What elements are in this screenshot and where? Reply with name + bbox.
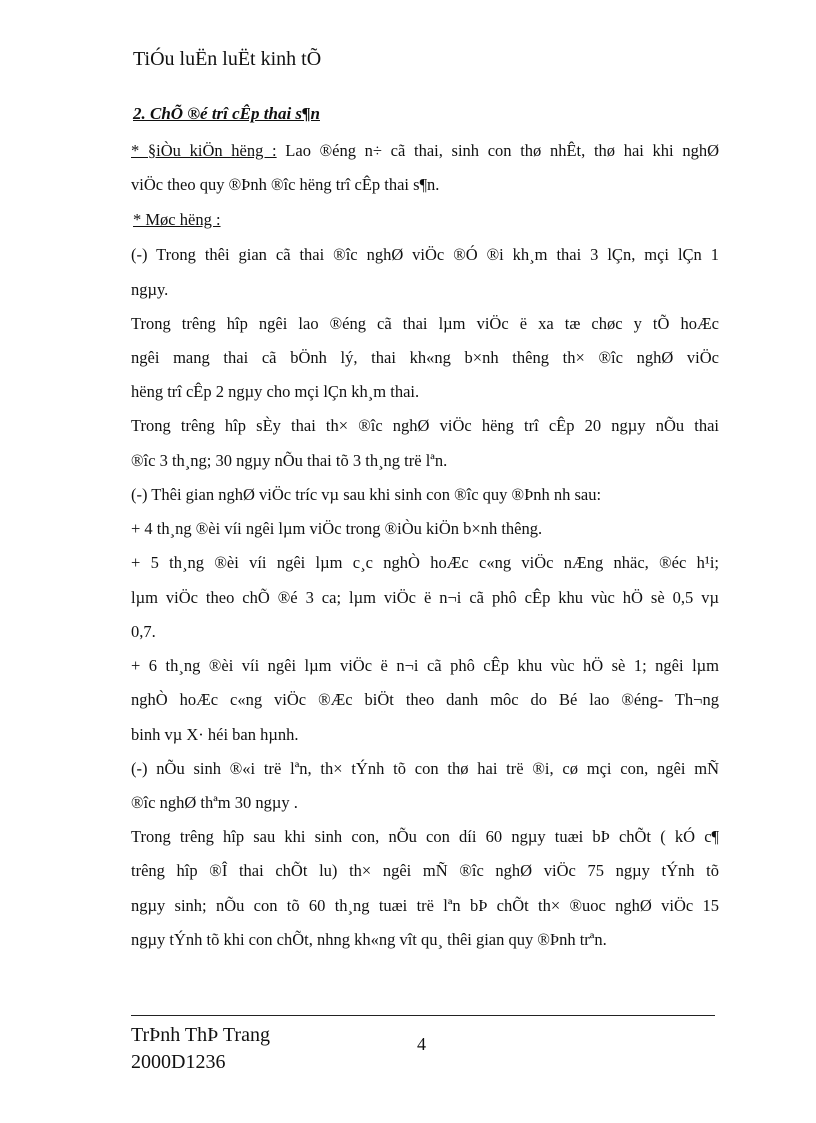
- text-line: Trong trêng hîp ngêi lao ®éng cã thai lµm viÖc ë xa tæ chøc y tÕ hoÆc: [131, 314, 719, 333]
- text-line: (-) Trong thêi gian cã thai ®îc nghØ viÖc ®Ó ®i kh¸m thai 3 lÇn, mçi lÇn 1: [131, 245, 719, 264]
- text-line: 0,7.: [131, 622, 156, 641]
- text-line: ®îc 3 th¸ng; 30 ngµy nÕu thai tõ 3 th¸ng trë lªn.: [131, 451, 448, 470]
- text-span: Lao ®éng n÷ cã thai, sinh con thø nhÊt, thø hai khi nghØ: [276, 141, 719, 160]
- benefit-label: * Møc hëng :: [133, 210, 221, 229]
- text-line: trêng hîp ®Î thai chÕt lu) th× ngêi mÑ ®îc nghØ viÖc 75 ngµy tÝnh tõ: [131, 861, 719, 880]
- text-line: ngµy.: [131, 280, 169, 299]
- footer-student-id: 2000D1236: [131, 1051, 226, 1073]
- text-line: (-) nÕu sinh ®«i trë lªn, th× tÝnh tõ con thø hai trë ®i, cø mçi con, ngêi mÑ: [131, 759, 719, 778]
- text-line: + 4 th¸ng ®èi víi ngêi lµm viÖc trong ®iÒu kiÖn b×nh thêng.: [131, 519, 543, 538]
- footer-author: TrÞnh ThÞ Trang: [131, 1024, 270, 1046]
- page-header: TiÓu luËn luËt kinh tÕ: [133, 48, 322, 70]
- text-line: + 6 th¸ng ®èi víi ngêi lµm viÖc ë n¬i cã phô cÊp khu vùc hÖ sè 1; ngêi lµm: [131, 656, 719, 675]
- footer-divider: [131, 1015, 715, 1016]
- page-number: 4: [417, 1034, 426, 1054]
- text-line: hëng trî cÊp 2 ngµy cho mçi lÇn kh¸m thai.: [131, 382, 420, 401]
- text-line: ngêi mang thai cã bÖnh lý, thai kh«ng b×nh thêng th× ®îc nghØ viÖc: [131, 348, 719, 367]
- text-line: ®îc nghØ thªm 30 ngµy .: [131, 793, 298, 812]
- condition-label: * §iÒu kiÖn hëng :: [131, 141, 277, 160]
- text-line: ngµy sinh; nÕu con tõ 60 th¸ng tuæi trë lªn bÞ chÕt th× ®uoc nghØ viÖc 15: [131, 896, 719, 915]
- text-line: lµm viÖc theo chÕ ®é 3 ca; lµm viÖc ë n¬i cã phô cÊp khu vùc hÖ sè 0,5 vµ: [131, 588, 719, 607]
- section-title: 2. ChÕ ®é trî cÊp thai s¶n: [133, 104, 320, 123]
- text-line: nghÒ hoÆc c«ng viÖc ®Æc biÖt theo danh môc do Bé lao ®éng- Th¬ng: [131, 690, 719, 709]
- text-line: [131, 141, 719, 161]
- text-line: Trong trêng hîp sau khi sinh con, nÕu con díi 60 ngµy tuæi bÞ chÕt ( kÓ c¶: [131, 827, 719, 846]
- text-line: viÖc theo quy ®Þnh ®îc hëng trî cÊp thai s¶n.: [131, 175, 440, 194]
- text-line: Trong trêng hîp sÈy thai th× ®îc nghØ viÖc hëng trî cÊp 20 ngµy nÕu thai: [131, 416, 719, 435]
- text-line: + 5 th¸ng ®èi víi ngêi lµm c¸c nghÒ hoÆc c«ng viÖc nÆng nhäc, ®éc h¹i;: [131, 553, 719, 572]
- text-line: ngµy tÝnh tõ khi con chÕt, nhng kh«ng vît qu¸ thêi gian quy ®Þnh trªn.: [131, 930, 607, 949]
- text-line: (-) Thêi gian nghØ viÖc tríc vµ sau khi sinh con ®îc quy ®Þnh nh sau:: [131, 485, 602, 504]
- text-line: binh vµ X· héi ban hµnh.: [131, 725, 299, 744]
